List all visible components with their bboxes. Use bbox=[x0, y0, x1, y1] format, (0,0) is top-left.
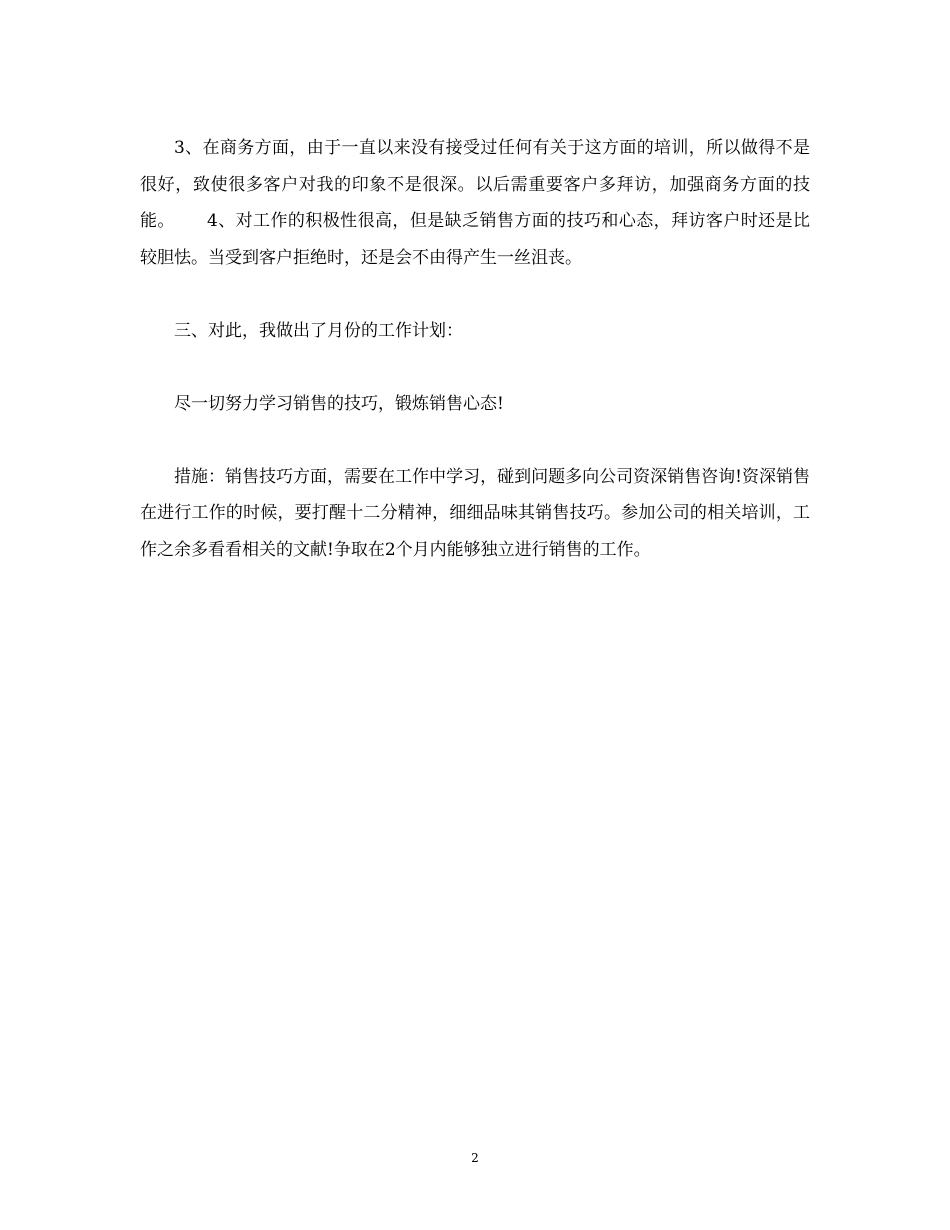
paragraph-spacer bbox=[140, 349, 810, 386]
paragraph-spacer bbox=[140, 422, 810, 459]
document-body bbox=[140, 130, 810, 568]
paragraph-work-plan-heading: 三、对此，我做出了月份的工作计划： bbox=[174, 320, 463, 341]
paragraph-business-skills: 3、在商务方面，由于一直以来没有接受过任何有关于这方面的培训，所以做得不是很好，致使很多客户对我的印象不是很深。以后需重要客户多拜访，加强商务方面的技能。 4、对工作的积极性很高，但是缺乏销售方面的技巧和心态，拜访客户时还是比较胆怯。当受到客户拒绝时，还是会不由得产生一丝沮丧。 bbox=[140, 138, 810, 268]
paragraph-measures: 措施：销售技巧方面，需要在工作中学习，碰到问题多向公司资深销售咨询!资深销售在进行工作的时候，要打醒十二分精神，细细品味其销售技巧。参加公司的相关培训，工作之余多看看相关的文献!争取在2个月内能够独立进行销售的工作。 bbox=[140, 466, 810, 560]
page-number: 2 bbox=[471, 1151, 479, 1165]
paragraph-spacer bbox=[140, 276, 810, 313]
paragraph-goal: 尽一切努力学习销售的技巧，锻炼销售心态! bbox=[174, 393, 504, 414]
